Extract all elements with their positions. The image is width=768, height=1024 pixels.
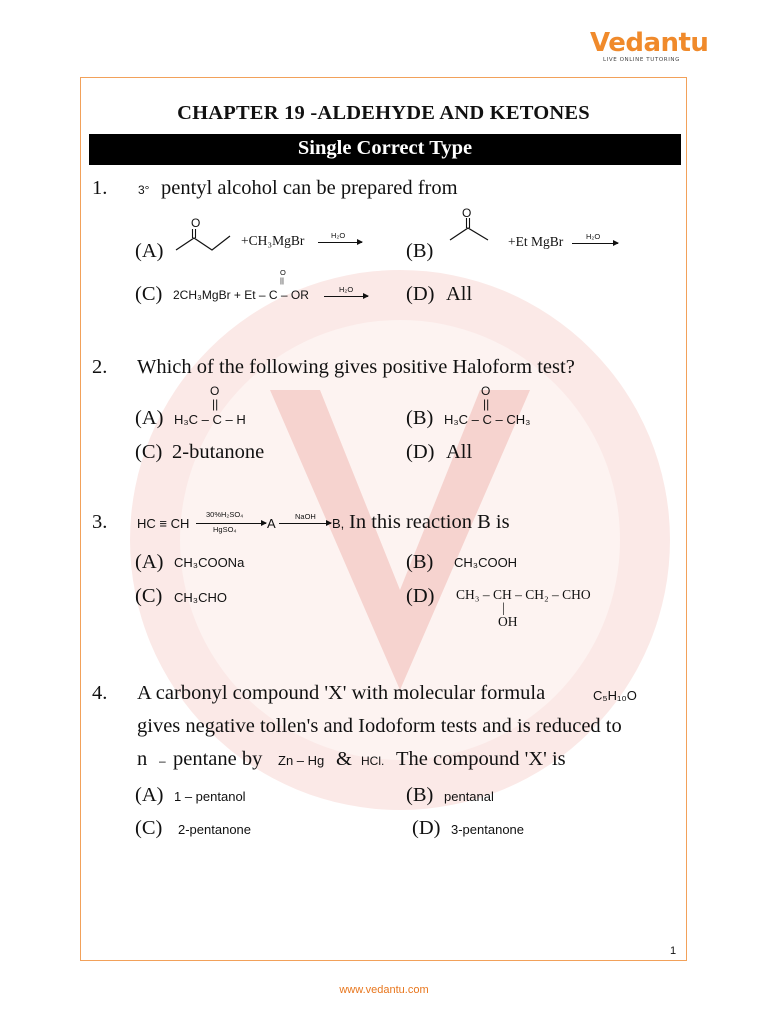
q1-option-b-arrow (572, 243, 618, 244)
q2-option-c-text: 2-butanone (172, 441, 265, 463)
footer-website-link[interactable]: www.vedantu.com (339, 984, 429, 996)
q4-option-a-text: 1 – pentanol (174, 789, 246, 804)
q3-option-d-label: (D) (406, 585, 435, 607)
q3-arrow-1 (196, 523, 266, 524)
question-1-degree: 3° (138, 183, 150, 197)
question-4-reagent-2: HCl. (361, 754, 385, 768)
q3-product-a: A (267, 516, 276, 531)
question-4-line1: A carbonyl compound 'X' with molecular formula (137, 682, 546, 704)
q1-option-c-reagent: 2CH₃MgBr + Et – C – OR (173, 288, 309, 302)
question-4-line3-a: pentane by (173, 748, 263, 770)
q3-arrow-2 (279, 523, 331, 524)
q1-option-b-reagent: +Et MgBr (508, 234, 564, 249)
q2-option-b-label: (B) (406, 407, 434, 429)
section-title: Single Correct Type (297, 137, 473, 159)
question-1-number: 1. (92, 177, 108, 199)
q3-option-c-label: (C) (135, 585, 163, 607)
question-1-text: pentyl alcohol can be prepared from (161, 177, 458, 199)
q2-option-a-double-bond: || (212, 397, 219, 411)
q1-option-d-text: All (446, 283, 473, 305)
page-number: 1 (670, 945, 677, 957)
q3-option-d-branch: OH (498, 614, 518, 629)
q4-option-d-text: 3-pentanone (451, 822, 525, 837)
logo-tagline: LIVE ONLINE TUTORING (602, 57, 680, 63)
vedantu-logo (590, 28, 709, 72)
q2-option-a-formula: H₃C – C – H (174, 412, 246, 427)
q3-reagent1-bottom: HgSO₄ (213, 525, 237, 534)
q1-option-c-double-bond: || (280, 276, 284, 285)
q1-option-d-label: (D) (406, 283, 435, 305)
question-4-line3-n: n (137, 748, 148, 770)
q4-option-c-text: 2-pentanone (178, 822, 252, 837)
logo-wordmark: Vedantu (590, 28, 709, 58)
q3-option-d-formula: CH₃ – CH – CH₂ – CHO (456, 587, 591, 602)
question-4-number: 4. (92, 682, 108, 704)
q2-option-d-label: (D) (406, 441, 435, 463)
q1-option-c-arrow-label: H₂O (339, 285, 354, 294)
q3-option-b-label: (B) (406, 551, 434, 573)
q1-option-a-reagent: +CH₃MgBr (241, 233, 305, 248)
q2-option-a-oxygen: O (210, 384, 220, 398)
q1-option-c-arrow (324, 296, 368, 297)
q4-option-b-label: (B) (406, 784, 434, 806)
q1-option-a-arrow-label: H₂O (331, 231, 346, 240)
q1-option-b-arrow-label: H₂O (586, 232, 601, 241)
q3-product-b: B, (332, 516, 345, 531)
question-2-number: 2. (92, 356, 108, 378)
question-2-text: Which of the following gives positive Haloform test? (137, 356, 575, 378)
q3-option-b-formula: CH₃COOH (454, 555, 518, 570)
question-4-formula: C₅H₁₀O (593, 688, 637, 703)
question-4-reagent-1: Zn – Hg (278, 753, 325, 768)
q1-option-c-label: (C) (135, 283, 163, 305)
q3-option-c-formula: CH₃CHO (174, 590, 227, 605)
q3-option-a-label: (A) (135, 551, 164, 573)
q3-option-a-formula: CH₃COONa (174, 555, 245, 570)
q1-option-b-label: (B) (406, 240, 434, 262)
q1-option-c-oxygen: O (280, 268, 286, 277)
q1-option-a-oxygen: O (191, 216, 201, 230)
q1-option-a-label: (A) (135, 240, 164, 262)
q4-option-a-label: (A) (135, 784, 164, 806)
question-4-line2: gives negative tollen's and Iodoform tests and is reduced to (137, 715, 622, 737)
question-4-ampersand: & (336, 748, 352, 770)
question-3-number: 3. (92, 511, 108, 533)
q1-option-b-oxygen: O (462, 206, 472, 220)
q2-option-a-label: (A) (135, 407, 164, 429)
chapter-title: CHAPTER 19 -ALDEHYDE AND KETONES (177, 102, 590, 124)
q3-reagent2: NaOH (295, 512, 316, 521)
q3-reactant: HC ≡ CH (137, 516, 190, 531)
q3-option-d-branch-bond: | (502, 600, 505, 615)
q2-option-b-double-bond: || (483, 397, 490, 411)
q2-option-b-oxygen: O (481, 384, 491, 398)
q2-option-b-formula: H₃C – C – CH₃ (444, 412, 531, 427)
q4-option-c-label: (C) (135, 817, 163, 839)
q3-reagent1-top: 30%H₂SO₄ (206, 510, 244, 519)
q2-option-c-label: (C) (135, 441, 163, 463)
q4-option-d-label: (D) (412, 817, 441, 839)
question-4-line3-b: The compound 'X' is (396, 748, 566, 770)
question-3-text: In this reaction B is (349, 511, 510, 533)
question-4-line3-dash: – (159, 754, 166, 768)
q4-option-b-text: pentanal (444, 789, 494, 804)
q2-option-d-text: All (446, 441, 473, 463)
q1-option-a-ketone-structure (172, 216, 236, 256)
q1-option-a-arrow (318, 242, 362, 243)
